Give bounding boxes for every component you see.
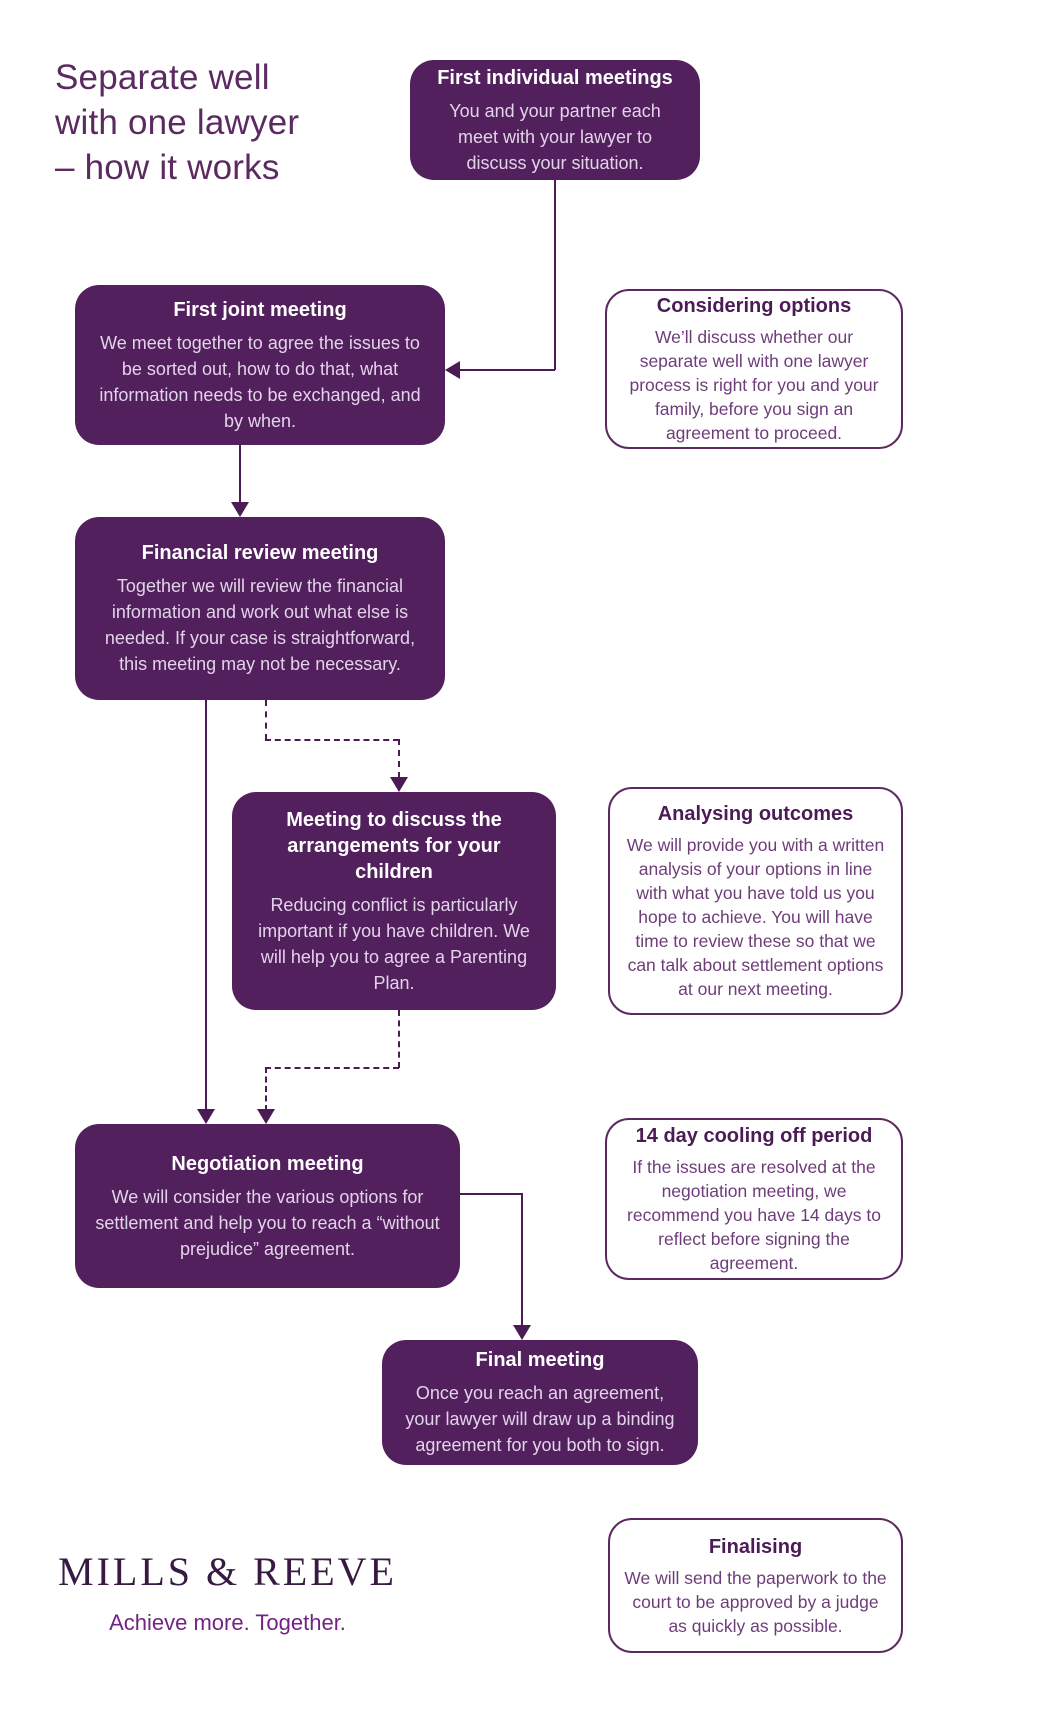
arrow-down-icon: [231, 502, 249, 517]
arrow-down-icon: [513, 1325, 531, 1340]
step-body: Once you reach an agreement, your lawyer will draw up a binding agreement for you both to sign.: [405, 1383, 675, 1455]
mills-and-reeve-logo: MILLS & REEVE: [58, 1549, 397, 1594]
connector-dashed-line: [398, 739, 400, 778]
note-box-analysing-outcomes: [608, 787, 903, 1015]
note-title: Finalising: [708, 1535, 803, 1558]
note-box-14-day-cooling-off-period: [605, 1118, 903, 1280]
connector-line: [239, 445, 241, 503]
step-body: You and your partner each meet with your lawyer to discuss your situation.: [449, 100, 661, 173]
connector-line: [205, 700, 207, 1110]
note-body: If the issues are resolved at the negotiation meeting, we recommend you have 14 days to reflect before signing the agreement.: [627, 1157, 881, 1273]
step-title: Final meeting: [475, 1349, 605, 1371]
connector-dashed-line: [265, 700, 267, 740]
connector-dashed-line: [265, 739, 399, 741]
step-body: We will consider the various options for settlement and help you to reach a “without prejudice” agreement.: [95, 1186, 440, 1259]
step-box-children-arrangements-meeting: [232, 792, 556, 1010]
page-title-line-3: – how it works: [55, 148, 280, 187]
step-title: Meeting to discuss the arrangements for your children: [286, 808, 502, 883]
note-body: We will provide you with a written analysis of your options in line with what you have told us you hope to achieve. You will have time to review these so that we can talk about settlement options at our next meeting.: [626, 835, 885, 999]
step-box-first-joint-meeting: [75, 285, 445, 445]
connector-dashed-line: [398, 1010, 400, 1068]
step-body: Reducing conflict is particularly important if you have children. We will help you to agree a Parenting Plan.: [258, 894, 530, 993]
note-title: Analysing outcomes: [657, 803, 854, 825]
connector-line: [521, 1193, 523, 1326]
footer-brand: [55, 1548, 400, 1636]
page-title-line-2: with one lawyer: [55, 103, 300, 142]
arrow-down-icon: [390, 777, 408, 792]
connector-line: [460, 1193, 522, 1195]
note-box-finalising: [608, 1518, 903, 1653]
step-title: First joint meeting: [173, 298, 347, 321]
note-body: We will send the paperwork to the court to be approved by a judge as quickly as possible.: [624, 1567, 887, 1636]
connector-dashed-line: [265, 1067, 399, 1069]
note-body: We’ll discuss whether our separate well with one lawyer process is right for you and your family, before you sign an agreement to proceed.: [629, 327, 879, 443]
step-title: Negotiation meeting: [171, 1152, 364, 1175]
arrow-left-icon: [445, 361, 460, 379]
note-title: 14 day cooling off period: [635, 1125, 873, 1147]
step-title: Financial review meeting: [141, 542, 379, 564]
page-title-line-1: Separate well: [55, 58, 270, 97]
step-body: We meet together to agree the issues to be sorted out, how to do that, what information needs to be exchanged, and by when.: [99, 332, 421, 431]
step-box-financial-review-meeting: [75, 517, 445, 700]
step-box-first-individual-meetings: [410, 60, 700, 180]
step-box-negotiation-meeting: [75, 1124, 460, 1288]
step-body: Together we will review the financial information and work out what else is needed. If your case is straightforward, this meeting may not be necessary.: [104, 576, 416, 674]
step-title: First individual meetings: [437, 66, 673, 89]
connector-line: [459, 369, 555, 371]
step-box-final-meeting: [382, 1340, 698, 1465]
arrow-down-icon: [197, 1109, 215, 1124]
arrow-down-icon: [257, 1109, 275, 1124]
page-title: [55, 55, 400, 190]
connector-line: [554, 180, 556, 370]
connector-dashed-line: [265, 1067, 267, 1111]
logo-tagline: Achieve more. Together.: [109, 1610, 346, 1635]
note-title: Considering options: [656, 295, 852, 317]
note-box-considering-options: [605, 289, 903, 449]
